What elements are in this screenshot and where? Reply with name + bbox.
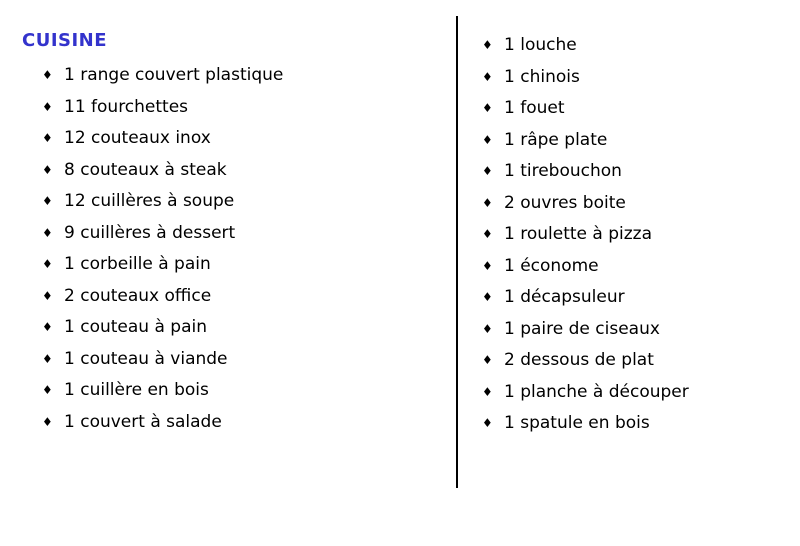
diamond-bullet-icon: ♦ [482,101,493,115]
list-item-label: 2 couteaux office [64,285,212,306]
diamond-bullet-icon: ♦ [482,132,493,147]
list-item-label: 1 râpe plate [504,129,608,150]
kitchen-items-list-left [40,60,430,438]
diamond-bullet-icon: ♦ [42,194,53,208]
diamond-bullet-icon: ♦ [482,384,493,399]
list-item [480,219,780,251]
list-item [480,345,780,377]
list-item [480,125,780,157]
list-item [480,93,780,125]
diamond-bullet-icon: ♦ [482,195,493,210]
diamond-bullet-icon: ♦ [482,258,493,273]
list-item-label: 1 couteau à viande [64,348,228,369]
kitchen-items-list-right [480,30,780,440]
list-item-label: 1 louche [504,35,577,55]
diamond-bullet-icon: ♦ [42,257,53,271]
right-column [480,30,780,440]
list-item-label: 1 couteau à pain [64,317,207,337]
list-item-label: 9 cuillères à dessert [64,222,236,243]
diamond-bullet-icon: ♦ [482,38,493,52]
diamond-bullet-icon: ♦ [482,227,493,241]
list-item [480,30,780,62]
diamond-bullet-icon: ♦ [482,290,493,304]
left-column [40,60,430,438]
diamond-bullet-icon: ♦ [482,164,493,178]
list-item [480,62,780,94]
diamond-bullet-icon: ♦ [42,131,53,145]
list-item [480,188,780,220]
list-item [480,156,780,188]
list-item [480,251,780,283]
list-item [40,281,430,313]
diamond-bullet-icon: ♦ [42,68,53,82]
diamond-bullet-icon: ♦ [42,414,53,429]
list-item-label: 1 corbeille à pain [64,254,211,274]
list-item-label: 1 roulette à pizza [504,224,652,244]
list-item [40,186,430,218]
list-item [480,314,780,346]
list-item-label: 12 cuillères à soupe [64,191,235,211]
list-item-label: 2 ouvres boite [504,192,626,213]
diamond-bullet-icon: ♦ [42,162,53,177]
diamond-bullet-icon: ♦ [42,383,53,397]
list-item [40,407,430,439]
list-item-label: 1 fouet [504,98,565,118]
diamond-bullet-icon: ♦ [482,321,493,336]
list-item [40,155,430,187]
list-item-label: 1 décapsuleur [504,287,625,307]
list-item [480,377,780,409]
list-item-label: 1 spatule en bois [504,413,650,433]
diamond-bullet-icon: ♦ [42,225,53,240]
list-item-label: 1 paire de ciseaux [504,318,660,339]
list-item [480,282,780,314]
diamond-bullet-icon: ♦ [482,416,493,430]
list-item-label: 1 couvert à salade [64,411,222,432]
diamond-bullet-icon: ♦ [482,353,493,367]
list-item-label: 1 économe [504,255,599,276]
diamond-bullet-icon: ♦ [42,320,53,334]
list-item-label: 1 chinois [504,66,580,87]
list-item [40,249,430,281]
list-item [40,123,430,155]
page-title: CUISINE [22,30,108,51]
list-item-label: 1 cuillère en bois [64,380,209,400]
list-item [40,92,430,124]
diamond-bullet-icon: ♦ [42,99,53,114]
list-item [40,218,430,250]
list-item [480,408,780,440]
diamond-bullet-icon: ♦ [42,288,53,303]
list-item-label: 2 dessous de plat [504,350,654,370]
list-item-label: 1 range couvert plastique [64,65,284,85]
list-item-label: 11 fourchettes [64,96,189,117]
list-item-label: 8 couteaux à steak [64,159,227,180]
list-item-label: 1 planche à découper [504,381,689,402]
list-item-label: 12 couteaux inox [64,128,211,148]
diamond-bullet-icon: ♦ [482,69,493,84]
list-item-label: 1 tirebouchon [504,161,622,181]
list-item [40,60,430,92]
list-item [40,375,430,407]
list-item [40,312,430,344]
diamond-bullet-icon: ♦ [42,351,53,366]
list-item [40,344,430,376]
